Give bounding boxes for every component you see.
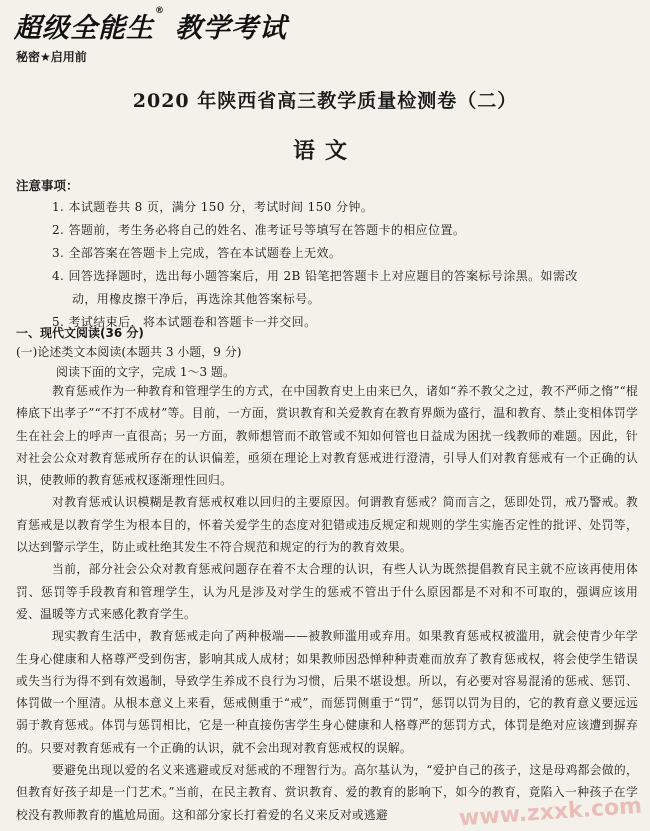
note-item: 2. 答题前，考生务必将自己的姓名、准考证号等填写在答题卡的相应位置。 — [52, 223, 466, 237]
notes-list — [16, 196, 636, 334]
passage-paragraph: 现实教育生活中，教育惩戒走向了两种极端——被教师滥用或弃用。如果教育惩戒权被滥用，就会使青少年学生身心健康和人格尊严受到伤害，影响其成人成材；如果教师因恐惮种种责难而放弃了教育惩戒权，将会使学生错误或失当行为得不到有效遏制，导致学生养成不良行为习惯，后果不堪设想。所以，有必要对容易混淆的惩戒、惩罚、体罚做一个厘清。从根本意义上来看，惩戒侧重于“戒”，而惩罚侧重于“罚”，惩罚以罚为目的，它的教育意义要远远弱于教育惩戒。体罚与惩罚相比，它是一种直接伤害学生身心健康和人格尊严的惩罚方式，体罚是绝对应该遭到摒弃的。只要对教育惩戒有一个正确的认识，就不会出现对教育惩戒权的误解。 — [16, 629, 638, 755]
watermark: www.zxxk.com — [458, 793, 643, 831]
confidential-label: 秘密★启用前 — [16, 50, 87, 64]
exam-title: 2020 年陕西省高三教学质量检测卷（二） — [132, 90, 518, 112]
passage-body — [16, 380, 638, 826]
passage-paragraph: 当前，部分社会公众对教育惩戒问题存在着不太合理的认识，有些人认为既然提倡教育民主就不应该再使用体罚、惩罚等手段教育和管理学生，认为凡是涉及对学生的惩戒不管出于什么原因都是不对和不可取的，强调应该用爱、温暖等方式来感化教育学生。 — [16, 562, 638, 621]
note-item: 4. 回答选择题时，选出每小题答案后，用 2B 铅笔把答题卡上对应题目的答案标号涂黑。如需改 — [52, 269, 578, 283]
passage-paragraph: 对教育惩戒认识模糊是教育惩戒权难以回归的主要原因。何谓教育惩戒？简而言之，惩即处罚，戒乃警戒。教育惩戒是以教育学生为根本目的，怀着关爱学生的态度对犯错或违反规定和规则的学生实施否定性的批评、处罚等，以达到警示学生，防止或杜绝其发生不符合规范和规定的行为的教育效果。 — [16, 495, 638, 555]
note-item: 1. 本试题卷共 8 页，满分 150 分，考试时间 150 分钟。 — [52, 200, 374, 214]
brand-name: 超级全能生 — [14, 13, 154, 44]
note-item-continuation: 动，用橡皮擦干净后，再选涂其他答案标号。 — [72, 292, 321, 306]
note-item: 3. 全部答案在答题卡上完成，答在本试题卷上无效。 — [52, 246, 342, 260]
section-heading: 一、现代文阅读(36 分) — [16, 326, 144, 340]
subsection-heading: (一)论述类文本阅读(本题共 3 小题，9 分) — [16, 345, 242, 359]
subject-title: 语文 — [292, 138, 357, 164]
notes-heading: 注意事项： — [16, 178, 79, 193]
passage-paragraph: 要避免出现以爱的名义来逃避或反对惩戒的不理智行为。高尔基认为，“爱护自己的孩子，这是母鸡都会做的，但教育好孩子却是一门艺术。”当前，在民主教育、赏识教育、爱的教育的影响下，如今的教育，竟陷入一种孩子在学校没有教师教育的尴尬局面。这和部分家长打着爱的名义来反对或逃避 — [16, 763, 638, 822]
brand-logo — [14, 6, 287, 45]
reading-instruction: 阅读下面的文字，完成 1～3 题。 — [56, 365, 235, 379]
note-item: 5. 考试结束后，将本试题卷和答题卡一并交回。 — [52, 315, 317, 329]
registered-mark: ® — [155, 6, 165, 16]
passage-paragraph: 教育惩戒作为一种教育和管理学生的方式，在中国教育史上由来已久，诸如“养不教父之过，教不严师之惰”“棍棒底下出孝子”“不打不成材”等。目前，一方面，赏识教育和关爱教育在教育界颇为盛行，温和教育、禁止变相体罚学生在社会上的呼声一直很高；另一方面，教师想管而不敢管或不知如何管也日益成为困扰一线教师的难题。因此，针对社会公众对教育惩戒所存在的认识偏差，亟须在理论上对教育惩戒进行澄清，引导人们对教育惩戒有一个正确的认识，使教师的教育惩戒权逐渐理性回归。 — [16, 384, 638, 488]
brand-subtitle: 教学考试 — [175, 13, 287, 44]
